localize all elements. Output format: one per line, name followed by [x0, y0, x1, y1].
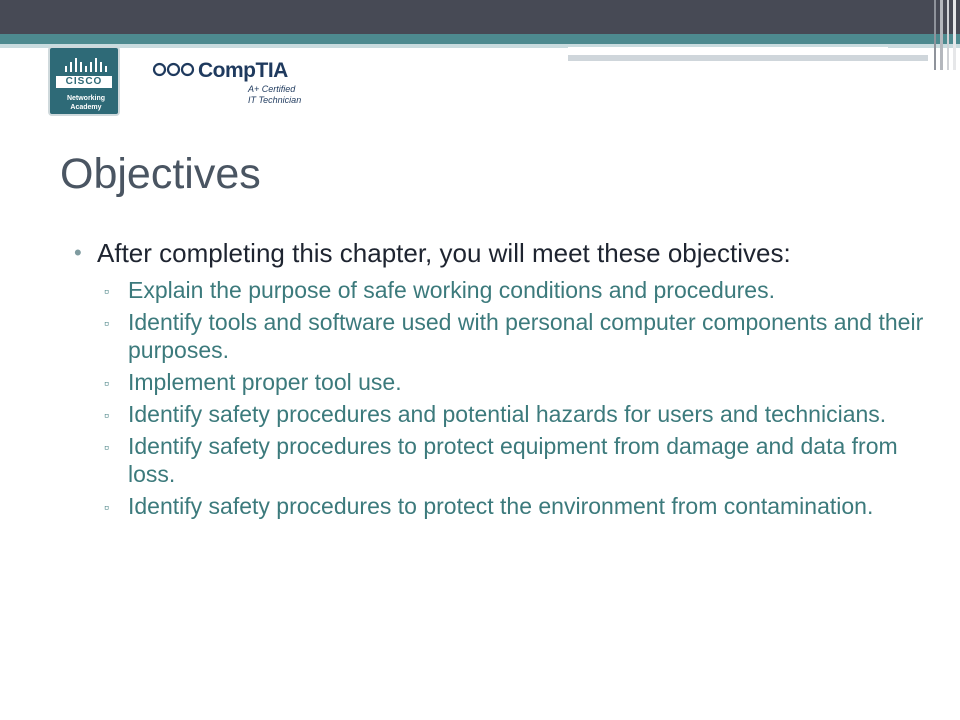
header-band: [0, 0, 960, 34]
objective-item: [74, 400, 934, 428]
objective-text: Explain the purpose of safe working conditions and procedures.: [128, 277, 775, 303]
slide-title: Objectives: [60, 150, 261, 198]
header-line: [568, 47, 888, 50]
objective-item: [74, 308, 934, 364]
square-bullet-icon: ▫: [104, 315, 109, 331]
comptia-cert-line1: A+ Certified: [248, 84, 296, 94]
right-stripes: [930, 0, 960, 70]
comptia-logo: [152, 56, 322, 108]
cisco-subtitle: [50, 94, 122, 112]
objective-item: [74, 368, 934, 396]
comptia-certification: [248, 84, 301, 106]
cisco-subtitle-line1: Networking: [66, 95, 106, 102]
square-bullet-icon: ▫: [104, 499, 109, 515]
objective-item: [74, 492, 934, 520]
comptia-wordmark: CompTIA: [198, 59, 288, 82]
objective-text: Identify safety procedures and potential hazards for users and technicians.: [128, 401, 887, 427]
cisco-wordmark: CISCO: [56, 76, 112, 88]
objective-item: [74, 432, 934, 488]
intro-bullet: [74, 238, 934, 268]
comptia-rings-icon: [152, 62, 198, 78]
bullet-dot-icon: •: [74, 240, 82, 265]
square-bullet-icon: ▫: [104, 283, 109, 299]
cisco-subtitle-line2: Academy: [70, 104, 102, 111]
header-accent-band: [0, 34, 960, 44]
square-bullet-icon: ▫: [104, 439, 109, 455]
intro-text: After completing this chapter, you will meet these objectives:: [97, 238, 791, 268]
cisco-networking-academy-logo: [48, 46, 120, 116]
objective-text: Identify safety procedures to protect the environment from contamination.: [128, 493, 874, 519]
comptia-cert-line2: IT Technician: [248, 95, 302, 105]
cisco-bars-icon: [50, 56, 122, 74]
square-bullet-icon: ▫: [104, 407, 109, 423]
objective-item: [74, 276, 934, 304]
objective-text: Identify tools and software used with personal computer components and their purposes.: [128, 309, 924, 363]
objective-text: Identify safety procedures to protect equipment from damage and data from loss.: [128, 433, 898, 487]
header-line-2: [770, 61, 930, 64]
objective-text: Implement proper tool use.: [128, 369, 402, 395]
square-bullet-icon: ▫: [104, 375, 109, 391]
slide-content: [74, 238, 934, 524]
